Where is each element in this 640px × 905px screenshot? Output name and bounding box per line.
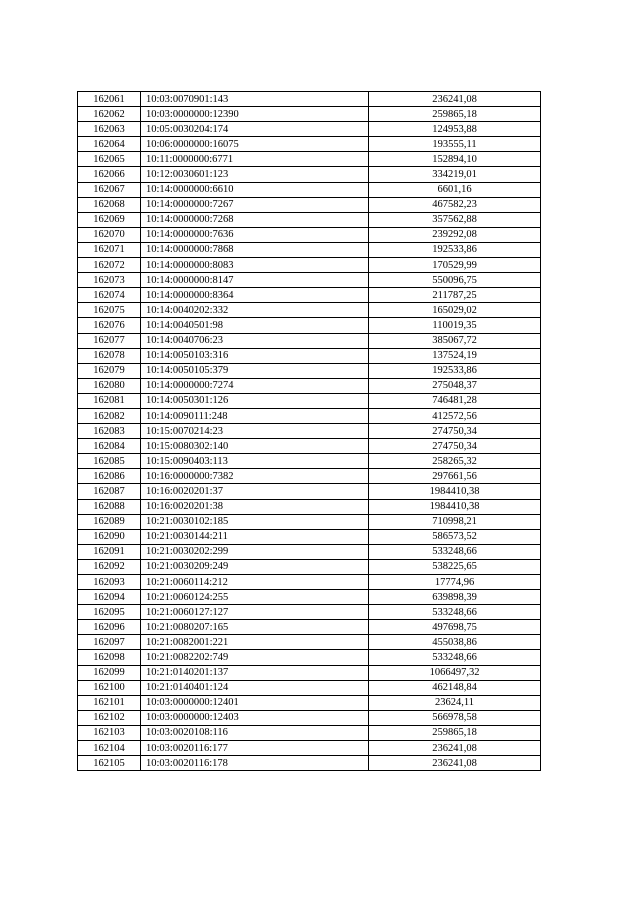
value-cell: 334219,01 xyxy=(369,167,541,182)
table-row xyxy=(78,288,541,303)
table-row xyxy=(78,559,541,574)
cadastral-number-cell: 10:14:0000000:8364 xyxy=(141,288,369,303)
table-row xyxy=(78,665,541,680)
row-number-cell: 162101 xyxy=(78,695,141,710)
row-number-cell: 162069 xyxy=(78,212,141,227)
value-cell: 467582,23 xyxy=(369,197,541,212)
cadastral-number-cell: 10:03:0020108:116 xyxy=(141,725,369,740)
cadastral-number-cell: 10:03:0000000:12401 xyxy=(141,695,369,710)
value-cell: 497698,75 xyxy=(369,620,541,635)
table-row xyxy=(78,167,541,182)
table-row xyxy=(78,363,541,378)
value-cell: 533248,66 xyxy=(369,650,541,665)
table-row xyxy=(78,107,541,122)
row-number-cell: 162074 xyxy=(78,288,141,303)
table-row xyxy=(78,454,541,469)
cadastral-number-cell: 10:14:0050103:316 xyxy=(141,348,369,363)
row-number-cell: 162075 xyxy=(78,303,141,318)
table-row xyxy=(78,92,541,107)
row-number-cell: 162092 xyxy=(78,559,141,574)
value-cell: 124953,88 xyxy=(369,122,541,137)
table-row xyxy=(78,258,541,273)
table-row xyxy=(78,424,541,439)
cadastral-number-cell: 10:14:0050105:379 xyxy=(141,363,369,378)
value-cell: 1066497,32 xyxy=(369,665,541,680)
table-row xyxy=(78,695,541,710)
table-row xyxy=(78,212,541,227)
value-cell: 165029,02 xyxy=(369,303,541,318)
table-row xyxy=(78,605,541,620)
value-cell: 412572,56 xyxy=(369,408,541,423)
row-number-cell: 162062 xyxy=(78,107,141,122)
table-row xyxy=(78,680,541,695)
value-cell: 137524,19 xyxy=(369,348,541,363)
cadastral-number-cell: 10:16:0020201:37 xyxy=(141,484,369,499)
row-number-cell: 162077 xyxy=(78,333,141,348)
cadastral-number-cell: 10:14:0090111:248 xyxy=(141,408,369,423)
row-number-cell: 162071 xyxy=(78,242,141,257)
cadastral-number-cell: 10:14:0000000:8147 xyxy=(141,273,369,288)
table-row xyxy=(78,544,541,559)
cadastral-number-cell: 10:03:0020116:178 xyxy=(141,756,369,771)
table-body xyxy=(78,92,541,771)
cadastral-number-cell: 10:05:0030204:174 xyxy=(141,122,369,137)
cadastral-number-cell: 10:12:0030601:123 xyxy=(141,167,369,182)
value-cell: 170529,99 xyxy=(369,258,541,273)
table-row xyxy=(78,152,541,167)
value-cell: 236241,08 xyxy=(369,756,541,771)
value-cell: 23624,11 xyxy=(369,695,541,710)
row-number-cell: 162087 xyxy=(78,484,141,499)
table-row xyxy=(78,499,541,514)
value-cell: 550096,75 xyxy=(369,273,541,288)
cadastral-number-cell: 10:21:0140201:137 xyxy=(141,665,369,680)
cadastral-number-cell: 10:14:0040202:332 xyxy=(141,303,369,318)
table-row xyxy=(78,620,541,635)
row-number-cell: 162102 xyxy=(78,710,141,725)
row-number-cell: 162067 xyxy=(78,182,141,197)
value-cell: 455038,86 xyxy=(369,635,541,650)
table-row xyxy=(78,137,541,152)
table-row xyxy=(78,514,541,529)
row-number-cell: 162061 xyxy=(78,92,141,107)
value-cell: 239292,08 xyxy=(369,227,541,242)
table-row xyxy=(78,575,541,590)
cadastral-number-cell: 10:21:0060127:127 xyxy=(141,605,369,620)
value-cell: 533248,66 xyxy=(369,605,541,620)
row-number-cell: 162070 xyxy=(78,227,141,242)
cadastral-number-cell: 10:14:0000000:8083 xyxy=(141,258,369,273)
cadastral-number-cell: 10:15:0090403:113 xyxy=(141,454,369,469)
row-number-cell: 162068 xyxy=(78,197,141,212)
row-number-cell: 162082 xyxy=(78,408,141,423)
row-number-cell: 162078 xyxy=(78,348,141,363)
cadastral-number-cell: 10:14:0040501:98 xyxy=(141,318,369,333)
row-number-cell: 162096 xyxy=(78,620,141,635)
cadastral-number-cell: 10:15:0080302:140 xyxy=(141,439,369,454)
table-row xyxy=(78,378,541,393)
row-number-cell: 162089 xyxy=(78,514,141,529)
row-number-cell: 162088 xyxy=(78,499,141,514)
row-number-cell: 162066 xyxy=(78,167,141,182)
value-cell: 710998,21 xyxy=(369,514,541,529)
table-row xyxy=(78,197,541,212)
value-cell: 1984410,38 xyxy=(369,484,541,499)
row-number-cell: 162073 xyxy=(78,273,141,288)
value-cell: 211787,25 xyxy=(369,288,541,303)
cadastral-number-cell: 10:14:0000000:7274 xyxy=(141,378,369,393)
row-number-cell: 162064 xyxy=(78,137,141,152)
value-cell: 586573,52 xyxy=(369,529,541,544)
cadastral-number-cell: 10:03:0000000:12390 xyxy=(141,107,369,122)
table-row xyxy=(78,741,541,756)
value-cell: 274750,34 xyxy=(369,439,541,454)
value-cell: 746481,28 xyxy=(369,393,541,408)
table-row xyxy=(78,756,541,771)
cadastral-number-cell: 10:11:0000000:6771 xyxy=(141,152,369,167)
row-number-cell: 162099 xyxy=(78,665,141,680)
table-row xyxy=(78,122,541,137)
value-cell: 462148,84 xyxy=(369,680,541,695)
row-number-cell: 162081 xyxy=(78,393,141,408)
cadastral-number-cell: 10:16:0000000:7382 xyxy=(141,469,369,484)
table-row xyxy=(78,227,541,242)
row-number-cell: 162098 xyxy=(78,650,141,665)
row-number-cell: 162104 xyxy=(78,741,141,756)
cadastral-number-cell: 10:14:0050301:126 xyxy=(141,393,369,408)
cadastral-number-cell: 10:03:0020116:177 xyxy=(141,741,369,756)
cadastral-number-cell: 10:21:0060124:255 xyxy=(141,590,369,605)
value-cell: 385067,72 xyxy=(369,333,541,348)
cadastral-number-cell: 10:14:0000000:7636 xyxy=(141,227,369,242)
value-cell: 258265,32 xyxy=(369,454,541,469)
value-cell: 152894,10 xyxy=(369,152,541,167)
table-row xyxy=(78,439,541,454)
cadastral-number-cell: 10:14:0000000:7267 xyxy=(141,197,369,212)
value-cell: 193555,11 xyxy=(369,137,541,152)
cadastral-number-cell: 10:21:0082202:749 xyxy=(141,650,369,665)
row-number-cell: 162065 xyxy=(78,152,141,167)
value-cell: 275048,37 xyxy=(369,378,541,393)
cadastral-number-cell: 10:14:0000000:7268 xyxy=(141,212,369,227)
table-row xyxy=(78,273,541,288)
row-number-cell: 162080 xyxy=(78,378,141,393)
cadastral-number-cell: 10:21:0060114:212 xyxy=(141,575,369,590)
cadastral-number-cell: 10:14:0000000:6610 xyxy=(141,182,369,197)
value-cell: 1984410,38 xyxy=(369,499,541,514)
cadastral-value-table xyxy=(77,91,541,771)
value-cell: 17774,96 xyxy=(369,575,541,590)
cadastral-number-cell: 10:14:0000000:7868 xyxy=(141,242,369,257)
value-cell: 192533,86 xyxy=(369,363,541,378)
row-number-cell: 162079 xyxy=(78,363,141,378)
cadastral-number-cell: 10:15:0070214:23 xyxy=(141,424,369,439)
cadastral-number-cell: 10:06:0000000:16075 xyxy=(141,137,369,152)
value-cell: 236241,08 xyxy=(369,92,541,107)
row-number-cell: 162105 xyxy=(78,756,141,771)
value-cell: 297661,56 xyxy=(369,469,541,484)
cadastral-number-cell: 10:14:0040706:23 xyxy=(141,333,369,348)
cadastral-number-cell: 10:03:0000000:12403 xyxy=(141,710,369,725)
value-cell: 259865,18 xyxy=(369,725,541,740)
value-cell: 6601,16 xyxy=(369,182,541,197)
cadastral-number-cell: 10:21:0030144:211 xyxy=(141,529,369,544)
table-row xyxy=(78,529,541,544)
cadastral-number-cell: 10:21:0080207:165 xyxy=(141,620,369,635)
value-cell: 192533,86 xyxy=(369,242,541,257)
table-row xyxy=(78,635,541,650)
table-row xyxy=(78,182,541,197)
value-cell: 639898,39 xyxy=(369,590,541,605)
value-cell: 538225,65 xyxy=(369,559,541,574)
table-row xyxy=(78,318,541,333)
row-number-cell: 162095 xyxy=(78,605,141,620)
value-cell: 357562,88 xyxy=(369,212,541,227)
cadastral-number-cell: 10:21:0030102:185 xyxy=(141,514,369,529)
value-cell: 236241,08 xyxy=(369,741,541,756)
cadastral-number-cell: 10:21:0030209:249 xyxy=(141,559,369,574)
row-number-cell: 162100 xyxy=(78,680,141,695)
table-row xyxy=(78,303,541,318)
table-row xyxy=(78,348,541,363)
table-row xyxy=(78,393,541,408)
cadastral-number-cell: 10:21:0082001:221 xyxy=(141,635,369,650)
table-row xyxy=(78,725,541,740)
cadastral-number-cell: 10:21:0030202:299 xyxy=(141,544,369,559)
table-row xyxy=(78,242,541,257)
row-number-cell: 162076 xyxy=(78,318,141,333)
table-row xyxy=(78,408,541,423)
row-number-cell: 162083 xyxy=(78,424,141,439)
table-row xyxy=(78,469,541,484)
table-row xyxy=(78,333,541,348)
value-cell: 566978,58 xyxy=(369,710,541,725)
value-cell: 274750,34 xyxy=(369,424,541,439)
value-cell: 110019,35 xyxy=(369,318,541,333)
row-number-cell: 162063 xyxy=(78,122,141,137)
value-cell: 533248,66 xyxy=(369,544,541,559)
row-number-cell: 162090 xyxy=(78,529,141,544)
row-number-cell: 162072 xyxy=(78,258,141,273)
row-number-cell: 162084 xyxy=(78,439,141,454)
cadastral-number-cell: 10:16:0020201:38 xyxy=(141,499,369,514)
row-number-cell: 162094 xyxy=(78,590,141,605)
table-row xyxy=(78,484,541,499)
table-row xyxy=(78,710,541,725)
table-row xyxy=(78,650,541,665)
row-number-cell: 162086 xyxy=(78,469,141,484)
table-row xyxy=(78,590,541,605)
value-cell: 259865,18 xyxy=(369,107,541,122)
row-number-cell: 162103 xyxy=(78,725,141,740)
cadastral-number-cell: 10:21:0140401:124 xyxy=(141,680,369,695)
row-number-cell: 162097 xyxy=(78,635,141,650)
row-number-cell: 162093 xyxy=(78,575,141,590)
row-number-cell: 162091 xyxy=(78,544,141,559)
row-number-cell: 162085 xyxy=(78,454,141,469)
cadastral-number-cell: 10:03:0070901:143 xyxy=(141,92,369,107)
